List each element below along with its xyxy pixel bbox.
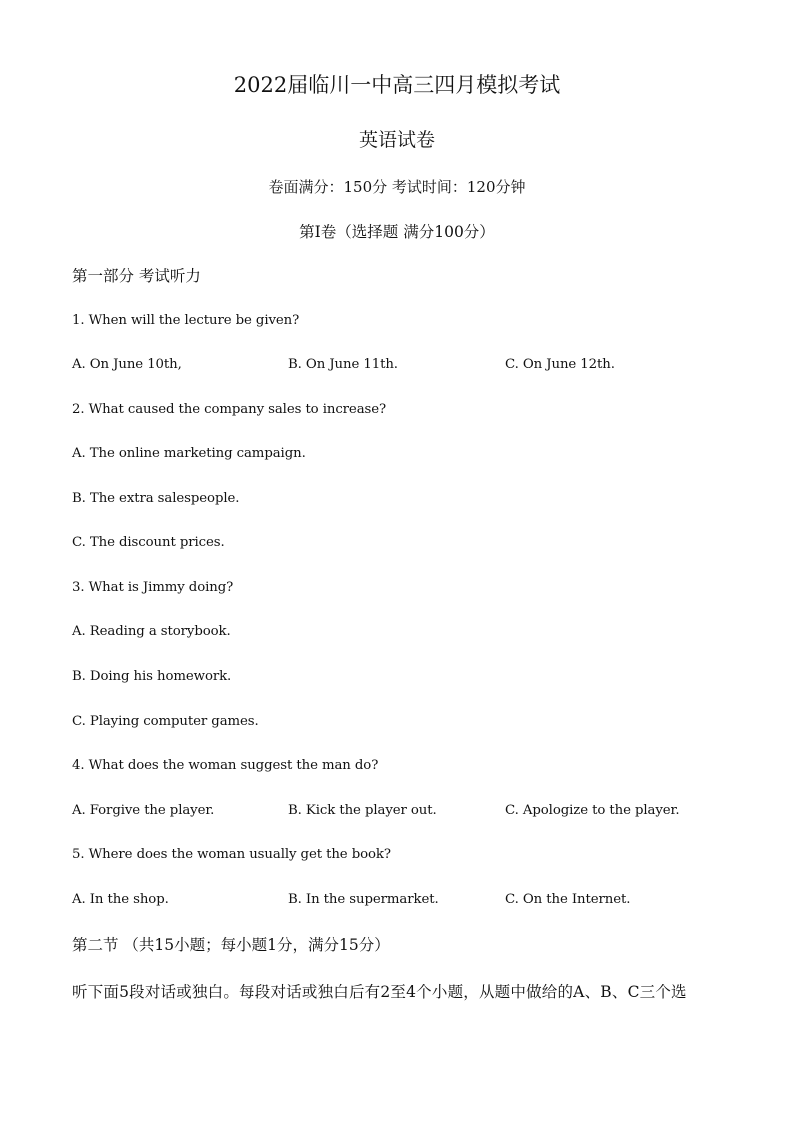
question-3-option-c: C. Playing computer games. xyxy=(72,714,259,729)
question-2: 2. What caused the company sales to increase? xyxy=(72,402,387,417)
question-4-option-c: C. Apologize to the player. xyxy=(505,803,680,818)
question-1-option-a: A. On June 10th, xyxy=(72,357,182,372)
question-3: 3. What is Jimmy doing? xyxy=(72,580,234,595)
question-1-option-b: B. On June 11th. xyxy=(288,357,398,372)
question-1-option-c: C. On June 12th. xyxy=(505,357,615,372)
question-5-option-b: B. In the supermarket. xyxy=(288,892,439,907)
question-2-option-b: B. The extra salespeople. xyxy=(72,491,240,506)
exam-subtitle: 英语试卷 xyxy=(358,129,435,151)
question-4-option-b: B. Kick the player out. xyxy=(288,803,437,818)
question-5-option-c: C. On the Internet. xyxy=(505,892,631,907)
question-3-option-a: A. Reading a storybook. xyxy=(72,624,231,639)
question-2-option-a: A. The online marketing campaign. xyxy=(72,446,306,461)
question-4: 4. What does the woman suggest the man do? xyxy=(72,758,379,773)
question-5-option-a: A. In the shop. xyxy=(72,892,169,907)
section2-instruction: 听下面5段对话或独白。每段对话或独白后有2至4个小题，从题中做给的A、B、C三个选 xyxy=(72,983,687,1001)
question-4-option-a: A. Forgive the player. xyxy=(72,803,215,818)
section2-heading: 第二节 （共15小题；每小题1分，满分15分） xyxy=(72,936,390,954)
volume-heading: 第I卷（选择题 满分100分） xyxy=(299,223,495,241)
question-2-option-c: C. The discount prices. xyxy=(72,535,225,550)
exam-title: 2022届临川一中高三四月模拟考试 xyxy=(233,73,561,97)
exam-meta: 卷面满分：150分 考试时间：120分钟 xyxy=(268,178,526,196)
question-1: 1. When will the lecture be given? xyxy=(72,313,300,328)
part1-heading: 第一部分 考试听力 xyxy=(72,267,201,285)
question-5: 5. Where does the woman usually get the book? xyxy=(72,847,391,862)
question-3-option-b: B. Doing his homework. xyxy=(72,669,232,684)
